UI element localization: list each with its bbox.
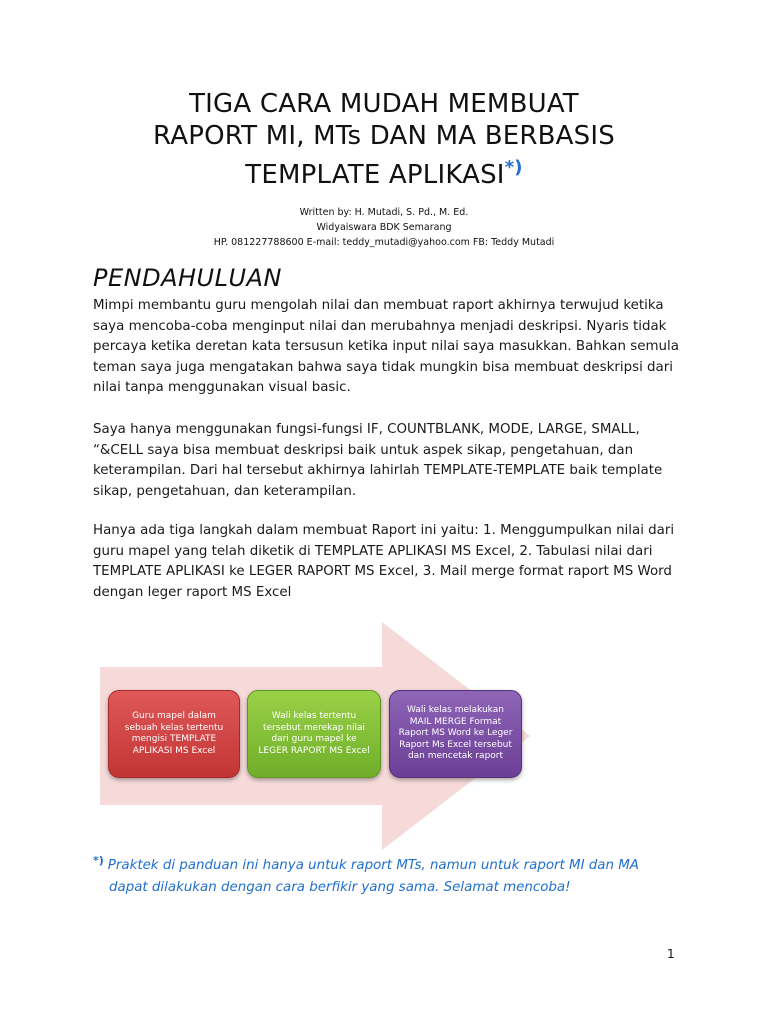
footnote: [93, 850, 693, 899]
footnote-line-1: Praktek di panduan ini hanya untuk raport MTs, namun untuk raport MI dan MA: [107, 858, 639, 873]
title-line-2: RAPORT MI, MTs DAN MA BERBASIS: [153, 121, 615, 151]
title-line-3: [0, 152, 768, 191]
paragraph-intro: Mimpi membantu guru mengolah nilai dan membuat raport akhirnya terwujud ketika saya mencoba-coba menginput nilai dan merubahnya menjadi deskripsi. Nyaris tidak percaya ketika deretan kata tersusun ketika input nilai saya masukkan. Bahkan semula teman saya juga mengatakan bahwa saya tidak mungkin bisa membuat deskripsi dari nilai tanpa menggunakan visual basic.: [93, 298, 679, 396]
paragraph-functions: Saya hanya menggunakan fungsi-fungsi IF, COUNTBLANK, MODE, LARGE, SMALL, “&CELL saya bisa membuat deskripsi baik untuk aspek sikap, pengetahuan, dan keterampilan. Dari hal tersebut akhirnya lahirlah TEMPLATE-TEMPLATE baik template sikap, pengetahuan, dan keterampilan.: [93, 422, 663, 499]
step-1-text: Guru mapel dalam sebuah kelas tertentu mengisi TEMPLATE APLIKASI MS Excel: [124, 711, 224, 756]
paragraph-steps: Hanya ada tiga langkah dalam membuat Raport ini yaitu: 1. Menggumpulkan nilai dari guru mapel yang telah diketik di TEMPLATE APLIKASI MS Excel, 2. Tabulasi nilai dari TEMPLATE APLIKASI ke LEGER RAPORT MS Excel, 3. Mail merge format raport MS Word dengan leger raport MS Excel: [93, 523, 675, 600]
page-number: 1: [667, 947, 675, 961]
step-2-box: [247, 690, 381, 778]
author-position: Widyaiswara BDK Semarang: [316, 222, 452, 233]
section-heading: PENDAHULUAN: [93, 264, 282, 292]
author-written-by: Written by: H. Mutadi, S. Pd., M. Ed.: [299, 207, 469, 218]
title-line-3-text: TEMPLATE APLIKASI: [245, 160, 505, 190]
step-2-text: Wali kelas tertentu tersebut merekap nilai dari guru mapel ke LEGER RAPORT MS Excel: [258, 711, 370, 756]
document-title: [0, 88, 768, 191]
title-line-1: TIGA CARA MUDAH MEMBUAT: [189, 89, 579, 119]
process-diagram: [100, 622, 530, 852]
step-3-box: [389, 690, 522, 778]
footnote-mark: *): [93, 854, 104, 867]
author-info: [0, 205, 768, 250]
footnote-line-2: dapat dilakukan dengan cara berfikir yang sama. Selamat mencoba!: [109, 880, 571, 895]
title-footnote-mark: *): [504, 157, 523, 178]
step-3-text: Wali kelas melakukan MAIL MERGE Format Raport MS Word ke Leger Raport Ms Excel tersebut dan mencetak raport: [398, 705, 513, 762]
author-contact: HP. 081227788600 E-mail: teddy_mutadi@yahoo.com FB: Teddy Mutadi: [213, 237, 555, 248]
step-1-box: [108, 690, 240, 778]
